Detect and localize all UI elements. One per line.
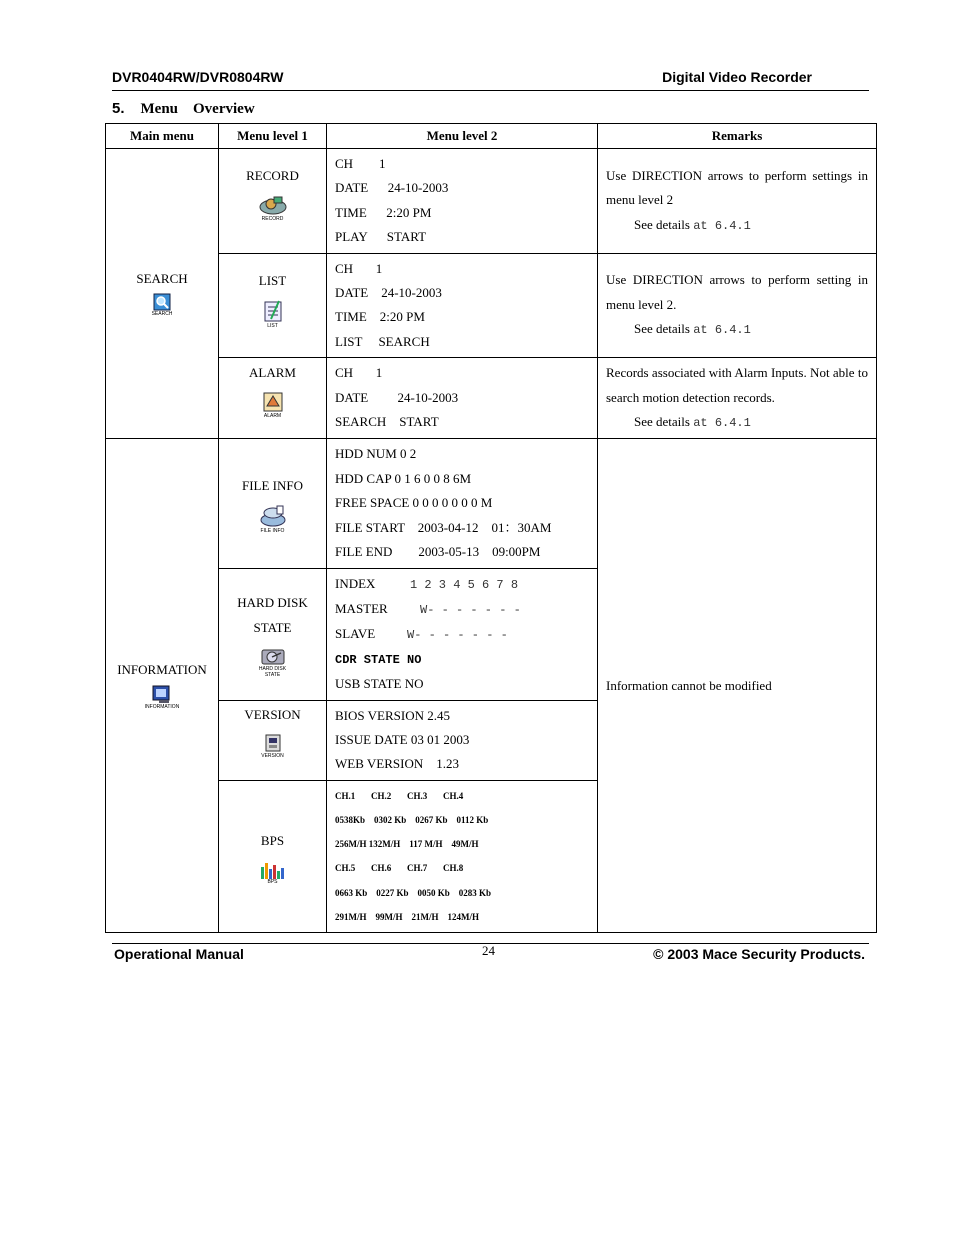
remark-text: Use DIRECTION arrows to perform setting in menu level 2. <box>606 272 868 312</box>
index-line <box>335 572 589 597</box>
icon-caption: FILE INFO <box>260 527 285 534</box>
icon-caption: BPS <box>267 878 278 885</box>
remark-text: Records associated with Alarm Inputs. Not able to search motion detection records. <box>606 365 868 405</box>
icon-caption: SEARCH <box>151 310 173 317</box>
icon-caption: RECORD <box>261 216 284 222</box>
menu-item-label: STATE <box>253 620 292 636</box>
icon-caption: HARD DISK STATE <box>258 666 287 679</box>
menu-item-file-info <box>219 439 327 568</box>
icon-caption: LIST <box>267 322 278 329</box>
menu-item-list <box>219 253 327 358</box>
table-row <box>106 358 877 439</box>
table-row <box>106 149 877 254</box>
slave-values: W- - - - - - - <box>407 628 508 643</box>
setting-line: FILE END 2003-05-13 09:00PM <box>335 544 541 560</box>
slave-label: SLAVE <box>335 626 376 642</box>
setting-line: CH 1 <box>335 260 383 276</box>
menu-item-label: RECORD <box>246 168 299 183</box>
menu-item-label: HARD DISK <box>237 595 308 611</box>
menu-level2-alarm <box>327 358 598 439</box>
menu-level2-file-info <box>327 439 598 568</box>
menu-item-label: BPS <box>260 832 285 848</box>
setting-line: TIME 2:20 PM <box>335 204 432 220</box>
section-ref: at 6.4.1 <box>693 218 751 233</box>
search-icon <box>153 293 171 311</box>
main-menu-information <box>106 439 219 933</box>
page-footer <box>112 943 869 962</box>
file-info-icon <box>258 504 288 528</box>
setting-line: CH 1 <box>335 365 383 381</box>
menu-level2-bps <box>327 780 598 932</box>
main-menu-label: SEARCH <box>136 270 188 286</box>
see-details <box>606 317 868 342</box>
header-title: Digital Video Recorder <box>662 69 812 85</box>
setting-line: HDD NUM 0 2 <box>335 446 417 462</box>
table-header-row <box>106 124 877 149</box>
page-header <box>112 68 869 91</box>
remark-text: Information cannot be modified <box>606 677 772 693</box>
table-row <box>106 253 877 358</box>
menu-item-alarm <box>219 358 327 439</box>
index-values: 1 2 3 4 5 6 7 8 <box>410 577 519 592</box>
bps-line: 0538Kb 0302 Kb 0267 Kb 0112 Kb <box>335 814 489 825</box>
icon-caption: ALARM <box>263 413 282 420</box>
menu-level2-list <box>327 253 598 358</box>
table-row <box>106 439 877 568</box>
setting-line: DATE 24-10-2003 <box>335 180 449 196</box>
menu-item-label: ALARM <box>249 365 296 381</box>
bps-line: CH.1 CH.2 CH.3 CH.4 <box>335 790 464 801</box>
section-title: Menu Overview <box>140 101 255 117</box>
setting-line: PLAY START <box>335 229 427 245</box>
main-menu-search <box>106 149 219 439</box>
section-number: 5. <box>112 100 125 117</box>
main-menu-label: INFORMATION <box>117 661 207 677</box>
hard-disk-icon <box>260 646 286 666</box>
setting-line: WEB VERSION 1.23 <box>335 756 459 772</box>
version-icon <box>263 733 283 753</box>
footer-copyright: © 2003 Mace Security Products. <box>653 946 865 962</box>
remark-record <box>598 149 877 254</box>
cdr-state: CDR STATE NO <box>335 652 422 667</box>
see-details-label: See details <box>634 216 690 232</box>
section-heading <box>112 100 255 118</box>
remark-list <box>598 253 877 358</box>
slave-line <box>335 622 589 647</box>
master-line <box>335 597 589 622</box>
menu-item-record <box>219 149 327 254</box>
menu-level2-record <box>327 149 598 254</box>
setting-line: FILE START 2003-04-12 01：30AM <box>335 519 552 535</box>
bps-line: 256M/H 132M/H 117 M/H 49M/H <box>335 839 479 850</box>
master-values: W- - - - - - - <box>420 602 521 617</box>
index-label: INDEX <box>335 575 376 591</box>
header-model: DVR0404RW/DVR0804RW <box>112 69 284 85</box>
page-number: 24 <box>482 943 495 958</box>
usb-state: USB STATE NO <box>335 676 424 692</box>
col-header: Remarks <box>598 124 877 149</box>
menu-item-bps <box>219 780 327 932</box>
icon-caption: INFORMATION <box>144 703 180 710</box>
menu-item-label: LIST <box>258 272 287 288</box>
setting-line: LIST SEARCH <box>335 333 430 349</box>
see-details <box>606 410 868 435</box>
bps-line: 291M/H 99M/H 21M/H 124M/H <box>335 911 479 922</box>
information-icon <box>151 684 173 704</box>
record-icon <box>258 194 288 216</box>
setting-line: TIME 2:20 PM <box>335 309 425 325</box>
section-ref: at 6.4.1 <box>693 323 751 338</box>
remark-alarm <box>598 358 877 439</box>
remark-information <box>598 439 877 933</box>
footer-manual: Operational Manual <box>114 946 244 962</box>
menu-item-version <box>219 700 327 780</box>
menu-overview-table <box>105 123 877 933</box>
col-header: Main menu <box>106 124 219 149</box>
see-details <box>606 213 868 238</box>
setting-line: CH 1 <box>335 156 386 171</box>
bps-line: CH.5 CH.6 CH.7 CH.8 <box>335 863 464 874</box>
setting-line: SEARCH START <box>335 414 439 430</box>
icon-caption: VERSION <box>261 752 284 759</box>
bps-icon <box>259 859 287 879</box>
see-details-label: See details <box>634 321 690 337</box>
menu-level2-hard-disk <box>327 568 598 700</box>
setting-line: FREE SPACE 0 0 0 0 0 0 0 M <box>335 495 493 511</box>
see-details-label: See details <box>634 414 690 430</box>
bps-line: 0663 Kb 0227 Kb 0050 Kb 0283 Kb <box>335 887 492 898</box>
setting-line: ISSUE DATE 03 01 2003 <box>335 731 470 747</box>
setting-line: BIOS VERSION 2.45 <box>335 707 450 723</box>
setting-line: HDD CAP 0 1 6 0 0 8 6M <box>335 470 472 486</box>
col-header: Menu level 1 <box>219 124 327 149</box>
menu-item-label: VERSION <box>244 706 301 722</box>
menu-level2-version <box>327 700 598 780</box>
setting-line: DATE 24-10-2003 <box>335 285 442 301</box>
remark-text: Use DIRECTION arrows to perform settings in menu level 2 <box>606 167 868 208</box>
menu-item-label: FILE INFO <box>241 477 304 493</box>
master-label: MASTER <box>335 600 388 616</box>
col-header: Menu level 2 <box>327 124 598 149</box>
menu-item-hard-disk-state <box>219 568 327 700</box>
alarm-icon <box>261 391 285 413</box>
section-ref: at 6.4.1 <box>693 416 751 431</box>
setting-line: DATE 24-10-2003 <box>335 389 459 405</box>
list-icon <box>259 299 287 323</box>
